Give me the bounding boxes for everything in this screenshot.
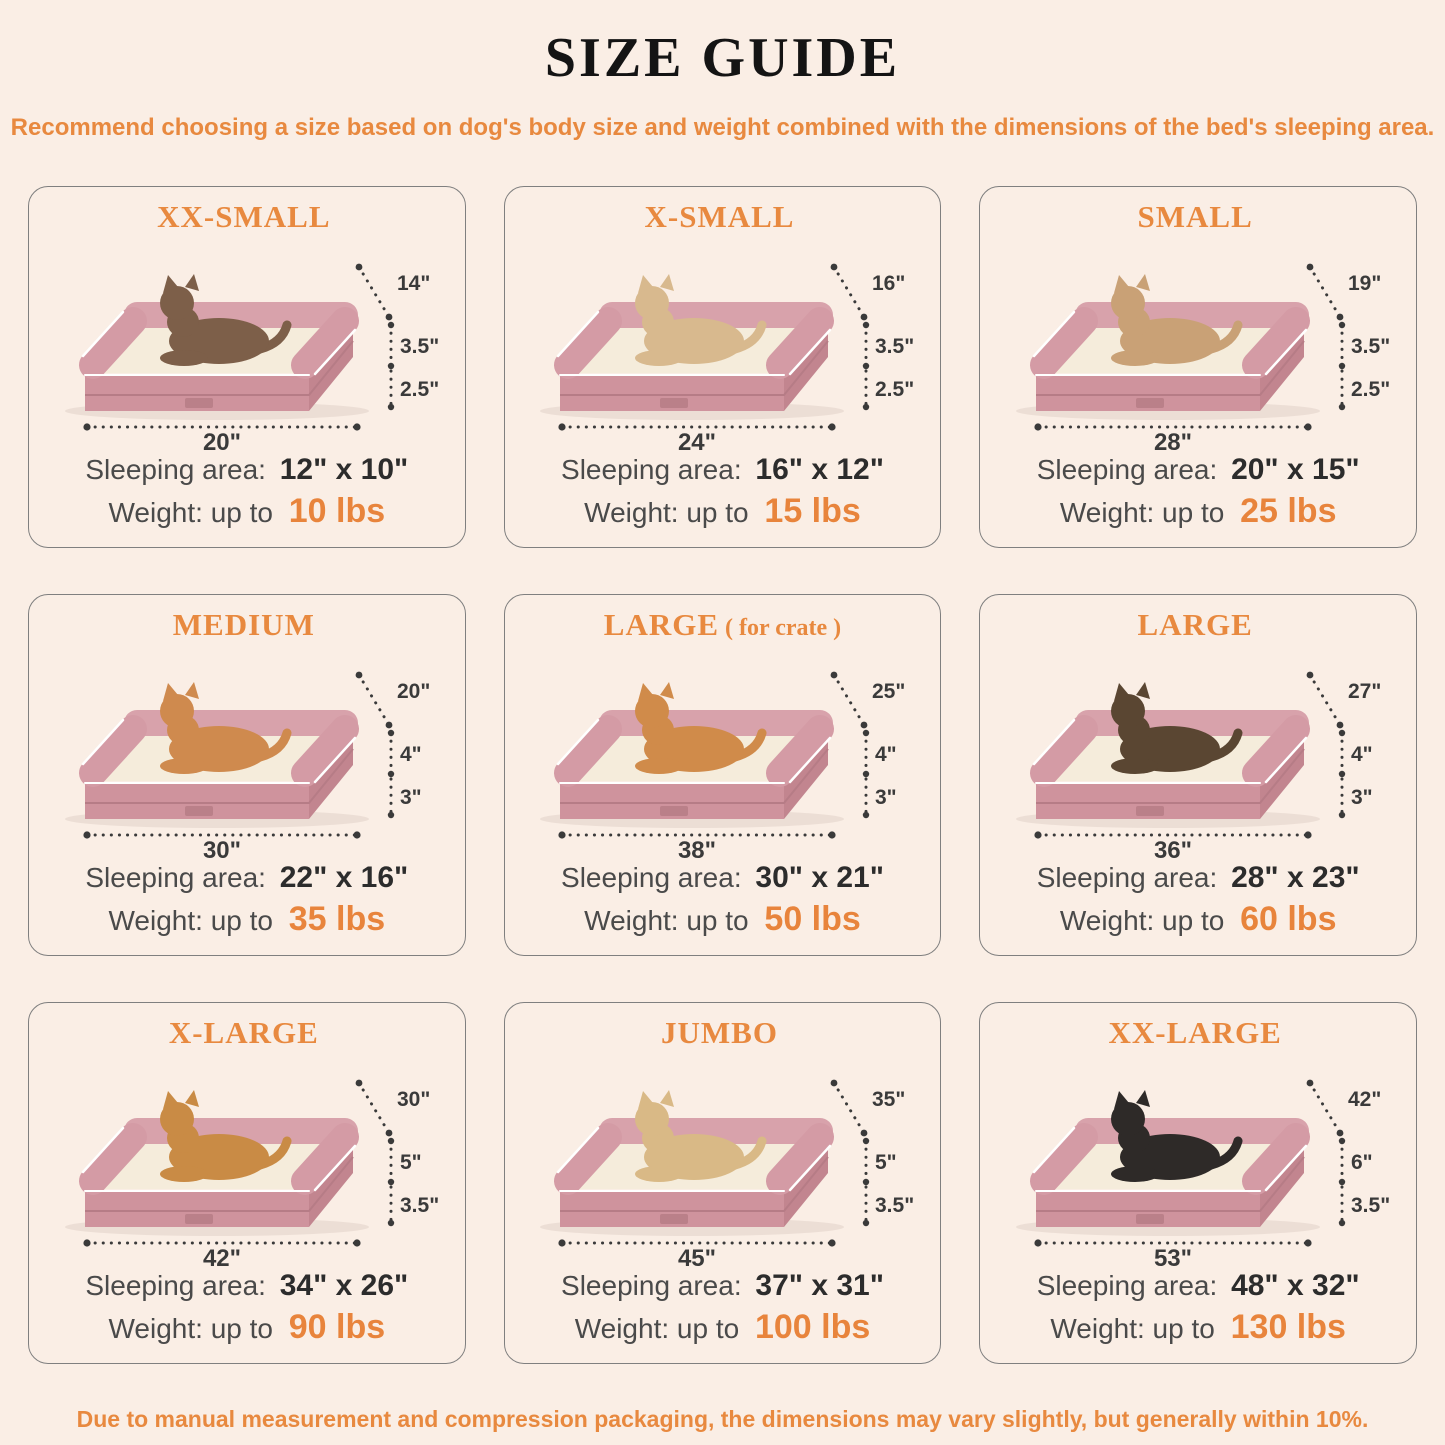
weight-value: 60 lbs (1240, 900, 1337, 938)
card-title (645, 199, 801, 235)
size-card (28, 594, 466, 956)
size-card (504, 594, 942, 956)
brand-label-tag (1136, 1214, 1164, 1224)
size-name: LARGE (1137, 607, 1253, 642)
weight-line (1060, 900, 1337, 939)
page-title: SIZE GUIDE (544, 27, 901, 89)
sleeping-area-label: Sleeping area: (561, 1270, 742, 1301)
weight-value: 130 lbs (1230, 1308, 1346, 1346)
base-height-label: 2.5" (1351, 378, 1391, 401)
bolster-height-label: 5" (399, 1151, 422, 1174)
bolster-height-label: 5" (875, 1151, 898, 1174)
base-height-label: 3" (399, 786, 422, 809)
base-height-label: 3.5" (1351, 1194, 1391, 1217)
weight-label: Weight: up to (1059, 497, 1225, 528)
width-label: 38" (678, 837, 717, 860)
bolster-height-label: 6" (1351, 1151, 1373, 1174)
size-name: X-SMALL (644, 199, 795, 234)
bolster-height-dimension-line (863, 730, 869, 777)
sleeping-area-label: Sleeping area: (561, 862, 742, 893)
card-title (604, 607, 841, 643)
base-height-dimension-line (863, 779, 869, 818)
base-height-dimension-line (1339, 779, 1345, 818)
sleeping-area-value: 12" x 10" (279, 453, 409, 486)
sleeping-area-line (85, 1269, 408, 1303)
dog-bed-illustration (512, 1053, 932, 1268)
base-height-dimension-line (863, 371, 869, 410)
size-card (979, 186, 1417, 548)
sleeping-area-value: 37" x 31" (755, 1269, 884, 1302)
width-label: 53" (1154, 1245, 1193, 1268)
width-label: 36" (1154, 837, 1193, 860)
sleeping-area-line (561, 453, 884, 487)
bolster-height-dimension-line (863, 1138, 869, 1185)
sleeping-area-label: Sleeping area: (85, 454, 266, 485)
sleeping-area-label: Sleeping area: (85, 1270, 266, 1301)
size-name: X-LARGE (168, 1015, 319, 1050)
depth-dimension-label: 27" (1348, 680, 1382, 703)
weight-line (109, 900, 386, 939)
depth-dimension-line (1307, 672, 1344, 729)
depth-dimension-line (831, 264, 868, 321)
brand-label-tag (660, 806, 688, 816)
weight-label: Weight: up to (108, 905, 273, 936)
size-card (979, 594, 1417, 956)
sleeping-area-value: 16" x 12" (755, 453, 884, 486)
card-title (1108, 1015, 1287, 1051)
weight-label: Weight: up to (584, 497, 749, 528)
weight-line (109, 492, 386, 531)
card-title (157, 199, 336, 235)
weight-label: Weight: up to (574, 1313, 740, 1344)
weight-value: 90 lbs (288, 1308, 386, 1346)
weight-value: 35 lbs (288, 900, 386, 938)
bolster-height-dimension-line (388, 322, 394, 369)
size-name: LARGE (603, 607, 720, 642)
depth-dimension-label: 16" (872, 272, 906, 295)
depth-dimension-line (831, 672, 868, 729)
card-title (173, 607, 321, 643)
dog-bed-illustration (512, 237, 932, 452)
weight-line (109, 1308, 386, 1347)
depth-dimension-line (355, 264, 392, 321)
dog-bed-illustration (512, 645, 932, 860)
sleeping-area-value: 28" x 23" (1231, 861, 1360, 894)
depth-dimension-label: 42" (1348, 1088, 1382, 1111)
size-name: XX-LARGE (1108, 1015, 1282, 1050)
size-card (504, 186, 942, 548)
weight-label: Weight: up to (1050, 1313, 1215, 1344)
sleeping-area-label: Sleeping area: (1036, 862, 1218, 893)
sleeping-area-line (561, 1269, 884, 1303)
depth-dimension-label: 14" (396, 272, 431, 295)
sleeping-area-line (1037, 453, 1360, 487)
card-title (661, 1015, 784, 1051)
depth-dimension-label: 20" (396, 680, 431, 703)
brand-label-tag (1136, 398, 1164, 408)
card-title (1138, 607, 1259, 643)
sleeping-area-line (1037, 861, 1360, 895)
bolster-height-dimension-line (863, 322, 869, 369)
bolster-height-dimension-line (388, 1138, 394, 1185)
bolster-height-label: 4" (875, 743, 898, 766)
base-height-dimension-line (1339, 1187, 1345, 1226)
weight-line (584, 900, 861, 939)
bolster-height-dimension-line (1339, 1138, 1345, 1185)
size-cards-grid (0, 186, 1445, 1364)
sleeping-area-line (85, 861, 408, 895)
sleeping-area-value: 34" x 26" (279, 1269, 409, 1302)
page-subtitle: Recommend choosing a size based on dog's body size and weight combined with the dimensions of the bed's sleeping area. (10, 114, 1435, 141)
weight-line (584, 492, 861, 531)
depth-dimension-label: 35" (872, 1088, 906, 1111)
base-height-label: 2.5" (875, 378, 915, 401)
sleeping-area-value: 30" x 21" (755, 861, 884, 894)
depth-dimension-line (1307, 1080, 1344, 1137)
weight-value: 50 lbs (764, 900, 861, 938)
sleeping-area-label: Sleeping area: (1036, 454, 1218, 485)
weight-line (1060, 492, 1337, 531)
size-name: MEDIUM (172, 607, 315, 642)
width-label: 28" (1154, 429, 1193, 452)
weight-value: 25 lbs (1240, 492, 1337, 530)
base-height-label: 3.5" (399, 1194, 439, 1217)
width-label: 42" (202, 1245, 241, 1268)
sleeping-area-line (1037, 1269, 1360, 1303)
depth-dimension-label: 30" (396, 1088, 431, 1111)
sleeping-area-label: Sleeping area: (1036, 1270, 1218, 1301)
weight-line (575, 1308, 871, 1347)
bolster-height-label: 4" (399, 743, 422, 766)
depth-dimension-line (355, 1080, 392, 1137)
brand-label-tag (660, 398, 688, 408)
card-title (1138, 199, 1259, 235)
dog-bed-illustration (988, 1053, 1408, 1268)
depth-dimension-line (355, 672, 392, 729)
depth-dimension-label: 25" (872, 680, 906, 703)
size-card (979, 1002, 1417, 1364)
brand-label-tag (185, 806, 213, 816)
size-name: XX-SMALL (157, 199, 331, 234)
weight-value: 10 lbs (288, 492, 386, 530)
bolster-height-dimension-line (1339, 322, 1345, 369)
brand-label-tag (185, 1214, 213, 1224)
size-card (28, 186, 466, 548)
sleeping-area-label: Sleeping area: (85, 862, 266, 893)
base-height-dimension-line (1339, 371, 1345, 410)
page-footer: Due to manual measurement and compression packaging, the dimensions may vary slightly, but generally within 10%. (76, 1406, 1369, 1432)
base-height-label: 3.5" (875, 1194, 915, 1217)
weight-value: 15 lbs (764, 492, 861, 530)
width-label: 30" (202, 837, 241, 860)
weight-label: Weight: up to (1059, 905, 1225, 936)
base-height-label: 3" (1351, 786, 1373, 809)
dog-bed-illustration (988, 645, 1408, 860)
base-height-label: 3" (875, 786, 898, 809)
brand-label-tag (185, 398, 213, 408)
dog-bed-illustration (37, 645, 457, 860)
sleeping-area-line (561, 861, 884, 895)
dog-bed-illustration (37, 237, 457, 452)
width-label: 20" (202, 429, 241, 452)
base-height-dimension-line (863, 1187, 869, 1226)
base-height-dimension-line (388, 779, 394, 818)
base-height-dimension-line (388, 371, 394, 410)
brand-label-tag (660, 1214, 688, 1224)
weight-value: 100 lbs (754, 1308, 871, 1346)
weight-label: Weight: up to (108, 1313, 273, 1344)
sleeping-area-line (85, 453, 408, 487)
base-height-label: 2.5" (399, 378, 439, 401)
sleeping-area-value: 22" x 16" (279, 861, 409, 894)
weight-line (1050, 1308, 1346, 1347)
size-name-suffix: ( for crate ) (725, 615, 842, 641)
size-card (28, 1002, 466, 1364)
width-label: 24" (678, 429, 717, 452)
size-name: SMALL (1137, 199, 1253, 234)
bolster-height-label: 3.5" (1351, 335, 1391, 358)
base-height-dimension-line (388, 1187, 394, 1226)
weight-label: Weight: up to (584, 905, 749, 936)
dog-bed-illustration (988, 237, 1408, 452)
sleeping-area-label: Sleeping area: (561, 454, 742, 485)
brand-label-tag (1136, 806, 1164, 816)
bolster-height-dimension-line (388, 730, 394, 777)
bolster-height-label: 4" (1351, 743, 1373, 766)
bolster-height-label: 3.5" (399, 335, 439, 358)
bolster-height-dimension-line (1339, 730, 1345, 777)
card-title (169, 1015, 325, 1051)
sleeping-area-value: 20" x 15" (1231, 453, 1360, 486)
depth-dimension-label: 19" (1348, 272, 1382, 295)
width-label: 45" (678, 1245, 717, 1268)
bolster-height-label: 3.5" (875, 335, 915, 358)
size-name: JUMBO (661, 1015, 778, 1050)
sleeping-area-value: 48" x 32" (1231, 1269, 1360, 1302)
size-card (504, 1002, 942, 1364)
depth-dimension-line (1307, 264, 1344, 321)
depth-dimension-line (831, 1080, 868, 1137)
weight-label: Weight: up to (108, 497, 273, 528)
dog-bed-illustration (37, 1053, 457, 1268)
